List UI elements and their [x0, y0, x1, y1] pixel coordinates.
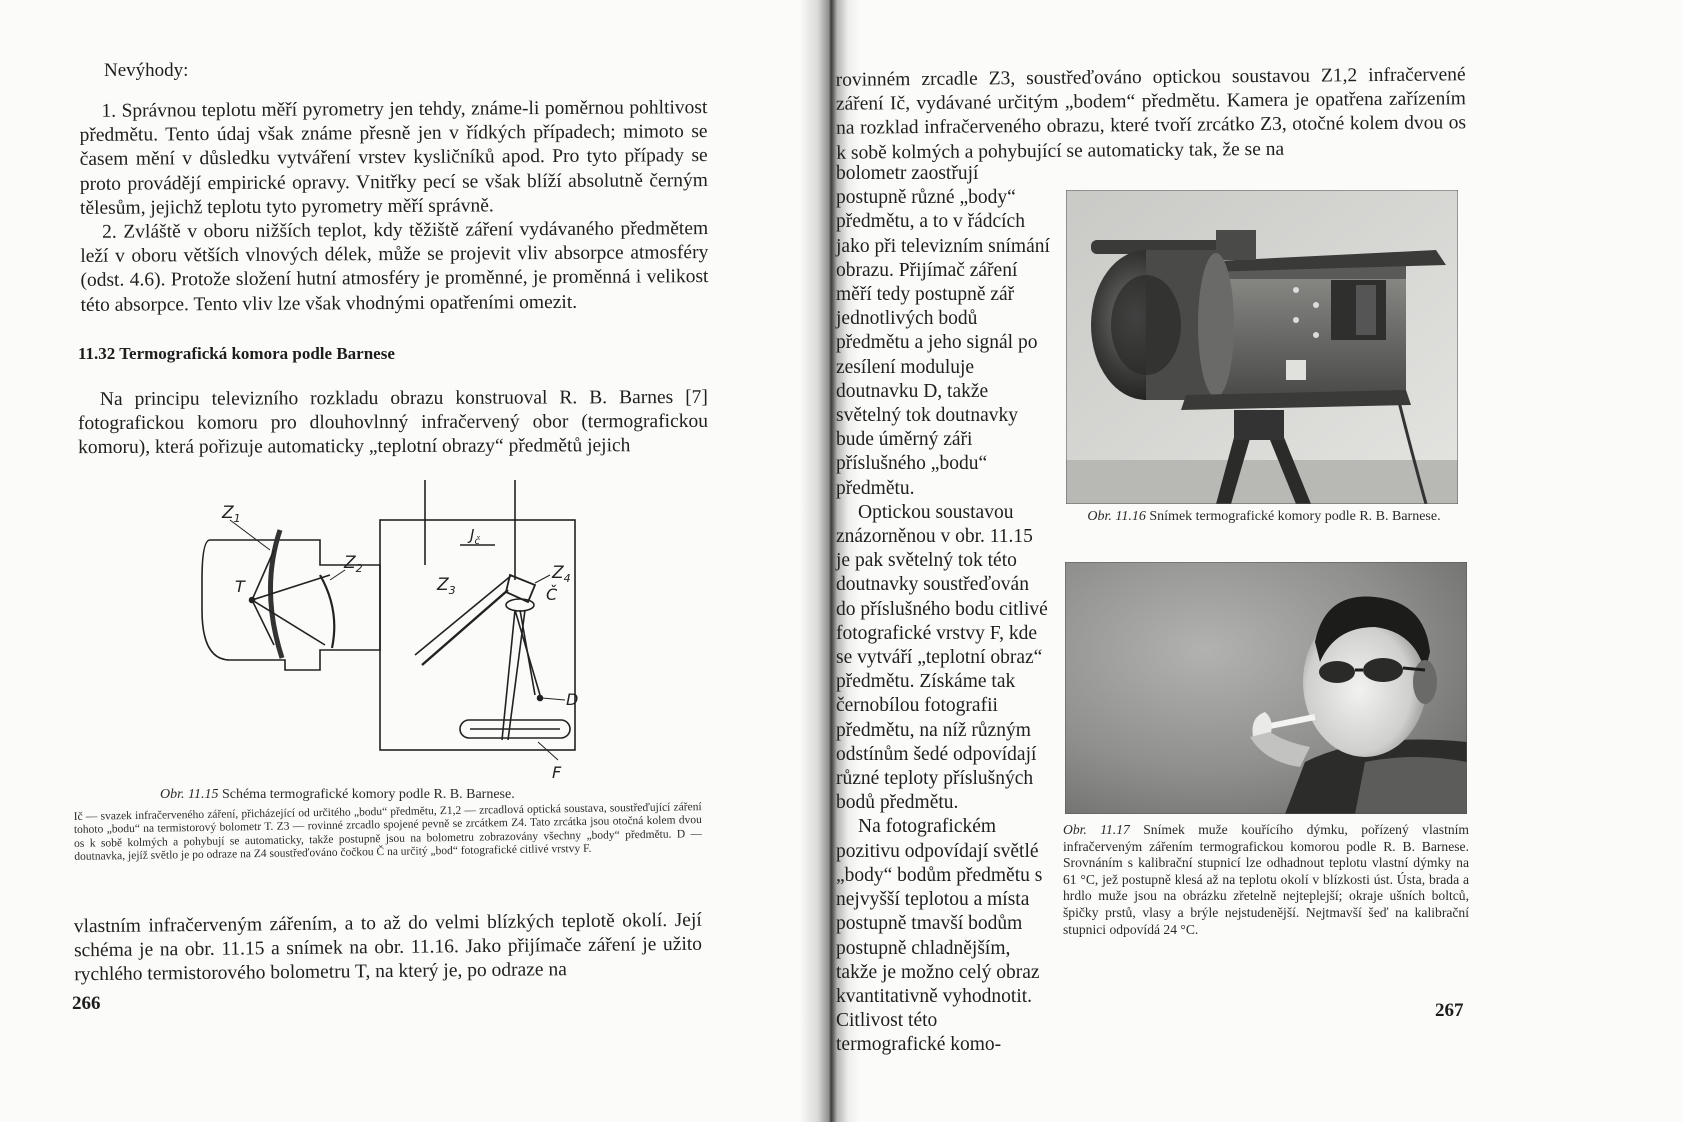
label-d: D [566, 690, 579, 709]
left-text-block-2 [78, 386, 708, 461]
figure-11-15-title: Schéma termografické komory podle R. B. Barnese. [221, 787, 515, 802]
label-z2: $Z_2$ [344, 553, 363, 575]
section-number: 11.32 [78, 344, 116, 363]
label-ic: $J_č$ [470, 526, 480, 547]
section-title: Termografická komora podle Barnese [119, 344, 395, 363]
paragraph-3: Na principu televizního rozkladu obrazu konstruoval R. B. Barnes [7] fotografickou komoru pro dlouhovlnný infračervený obor (termografickou komoru), která pořizuje automaticky „teplotní obrazy“ předmětů jejich [77, 386, 709, 459]
label-z4: $Z_4$ [552, 563, 571, 585]
figure-11-15-legend: Ič — svazek infračerveného záření, přicházející od určitého „bodu“ předmětu, Z1,2 — zrcadlová optická soustava, soustřeďující záření tohoto „bodu“ na termistorový bolometr T. Z3 — rovinné zrcadlo spojené pevně se zrcátkem Z4. Tato zrcátka jsou otočná kolem dvou os k sobě kolmých a pohybují se automaticky, takže postupně jsou na bolometru zobrazovány všechny „body“ předmětu. D — doutnavka, jejíž světlo je po odraze na Z4 soustřeďováno čočkou Č na určitý „bod“ fotografické citlivé vrstvy F. [73, 801, 703, 864]
figure-11-15-caption [160, 786, 515, 803]
label-t: T [235, 577, 245, 596]
right-narrow-column [836, 162, 1050, 1058]
figure-11-17-title: Snímek muže kouřícího dýmku, pořízený vlastním infračerveným zářením termografickou komorou podle R. B. Barnese. Srovnáním s kalibrační stupnicí lze odhadnout teplotu vlastní dýmky na 61 °C, jež postupně klesá až na teplotu okolí v blízkosti úst. Ústa, brada a hrdlo muže jsou na obrázku zřetelně nejteplejší; okraje ušních boltců, špičky prstů, vlasy a brýle nejstudenější. Nejtmavší šeď na kalibrační stupnici odpovídá 24 °C. [1063, 822, 1470, 937]
label-z1: $Z_1$ [222, 503, 241, 525]
figure-11-17-caption [1063, 822, 1469, 938]
page-number-left: 266 [72, 993, 101, 1014]
figure-11-16-caption [1064, 508, 1464, 525]
label-z3: $Z_3$ [437, 575, 456, 597]
camera-photo [1066, 190, 1458, 504]
section-heading [78, 344, 395, 364]
figure-11-16-title: Snímek termografické komory podle R. B. Barnese. [1149, 509, 1441, 524]
thermal-portrait-photo [1065, 562, 1467, 814]
page-number-right: 267 [1435, 1000, 1464, 1021]
paragraph-2: 2. Zvláště v oboru nižších teplot, kdy těžiště záření vydávaného předmětem leží v oboru větších vlnových délek, může se projevit vliv absorpce atmosféry (odst. 4.6). Protože složení hutní atmosféry je proměnné, je proměnná i velikost této absorpce. Tento vliv lze však vhodnými opatřeními omezit. [80, 218, 709, 316]
paragraph-4: vlastním infračerveným zářením, a to až do velmi blízkých teplotě okolí. Její schéma je na obr. 11.15 a snímek na obr. 11.16. Jako přijímače záření je užito rychlého termistorového bolometru T, na který je, po odraze na [73, 909, 703, 986]
mirror-z4 [506, 575, 535, 602]
thermographic-camera-schematic [190, 480, 610, 780]
disadvantages-heading: Nevýhody: [104, 60, 189, 81]
figure-11-16-label: Obr. 11.16 [1087, 509, 1146, 524]
right-paragraph-2: Optickou soustavou znázorněnou v obr. 11.15 je pak světelný tok této doutnavky soustřeďován do příslušného bodu citlivé fotografické vrstvy F, kde se vytváří „teplotní obraz“ předmětu. Získáme tak černobílou fotografii předmětu, na níž různým odstínům šedé odpovídají různé teploty příslušných bodů předmětu. [836, 501, 1048, 814]
lens-c [506, 599, 534, 611]
camera-housing [380, 520, 575, 750]
figure-11-17-label: Obr. 11.17 [1063, 822, 1130, 837]
left-text-block-3 [74, 909, 703, 988]
right-paragraph-1: bolometr zaostřují postupně různé „body“ předmětu, a to v řádcích jako při televizním snímání obrazu. Přijímač záření měří tedy postupně zář jednotlivých bodů předmětu a jeho signál po zesílení moduluje doutnavku D, takže světelný tok doutnavky bude úměrný záři příslušného „bodu“ předmětu. [836, 163, 1050, 499]
right-paragraph-top: rovinném zrcadle Z3, soustřeďováno optickou soustavou Z1,2 infračervené záření Ič, vydávané určitým „bodem“ předmětu. Kamera je opatřena zařízením na rozklad infračerveného obrazu, které tvoří zrcátko Z3, otočné kolem dvou os k sobě kolmých a pohybující se automaticky tak, že se na [835, 64, 1467, 164]
right-page [835, 0, 1683, 1122]
right-text-top [836, 63, 1467, 165]
left-page [0, 0, 810, 1122]
right-paragraph-3: Na fotografickém pozitivu odpovídají světlé „body“ bodům předmětu s nejvyšší teplotou a místa postupně tmavší bodům postupně chladnějším, takže je možno celý obraz kvantitativně vyhodnotit. Citlivost této termografické komo- [836, 816, 1043, 1056]
figure-11-15-label: Obr. 11.15 [160, 787, 219, 802]
mirror-z2 [320, 575, 334, 648]
label-f: F [552, 763, 562, 780]
mirror-z3 [422, 590, 508, 665]
label-c: Č [546, 585, 558, 604]
left-text-block-1 [79, 96, 708, 318]
paragraph-1: 1. Správnou teplotu měří pyrometry jen tehdy, známe-li poměrnou pohltivost předmětu. Tento údaj však známe přesně jen v řídkých případech; mimoto se časem mění v důsledku vytváření vrstev kysličníků apod. Pro tyto případy se proto provádějí empirické opravy. Vnitřky pecí se však blíží absolutně černým tělesům, jejichž teplotu tyto pyrometry měří správně. [79, 97, 708, 219]
